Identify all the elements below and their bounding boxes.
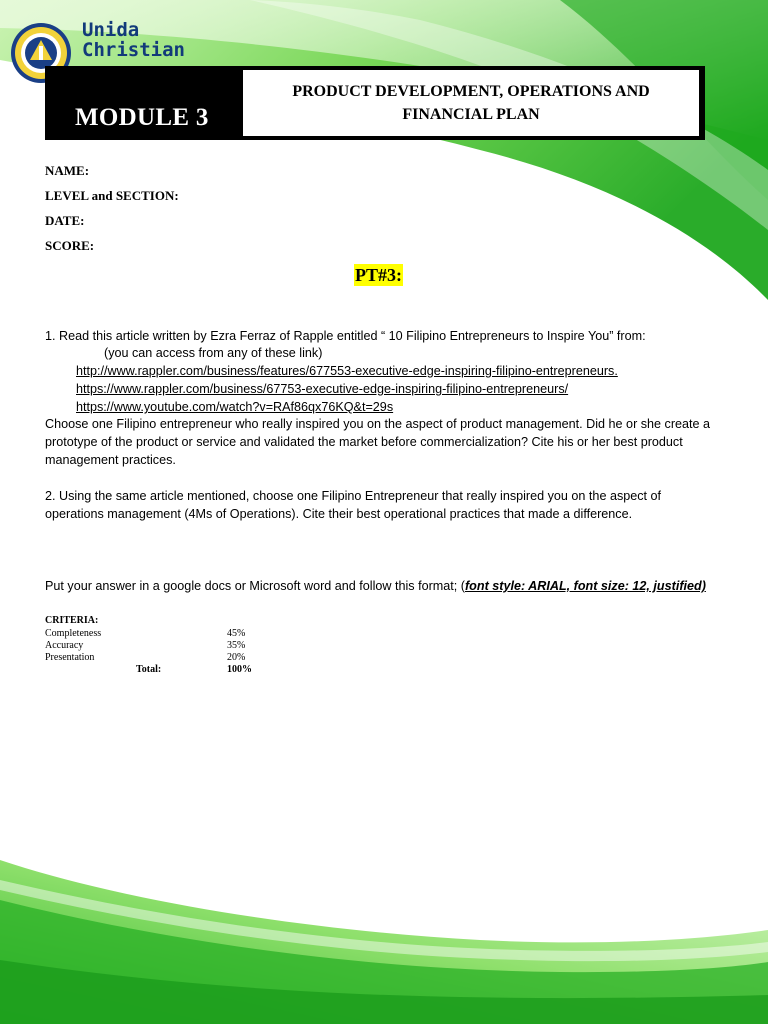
question-2: 2. Using the same article mentioned, choose one Filipino Entrepreneur that really inspired you on the aspect of operations management (4Ms of Operations). Cite their best operational practices that made a difference. [45, 489, 662, 521]
name-field-label: NAME: [45, 163, 90, 178]
criteria-label: Accuracy [45, 640, 84, 651]
module-subtitle: PRODUCT DEVELOPMENT, OPERATIONS AND FINANCIAL PLAN [292, 83, 650, 123]
video-link[interactable]: https://www.youtube.com/watch?v=RAf86qx76KQ&t=29s [76, 400, 394, 414]
score-field-label: SCORE: [45, 238, 95, 253]
article-link-2[interactable]: https://www.rappler.com/business/67753-executive-edge-inspiring-filipino-entrepreneurs/ [76, 382, 569, 396]
school-name-line2: Christian [82, 39, 185, 61]
format-instruction [45, 577, 715, 595]
criteria-total-value: 100% [227, 664, 252, 675]
criteria-total-label: Total: [136, 664, 162, 675]
format-style-note: font style: ARIAL, font size: 12, justified) [464, 579, 706, 593]
date-field-label: DATE: [45, 213, 85, 228]
criteria-label: Presentation [45, 652, 95, 663]
criteria-label: Completeness [45, 628, 102, 639]
school-name-line1: Unida [82, 19, 140, 41]
criteria-value: 20% [227, 652, 246, 663]
module-title: MODULE 3 [75, 104, 209, 131]
question-1: 1. Read this article written by Ezra Ferraz of Rapple entitled “ 10 Filipino Entrepreneurs to Inspire You” from: [45, 329, 646, 343]
question-1-body: Choose one Filipino entrepreneur who really inspired you on the aspect of product management. Did he or she create a prototype of the product or service and validated the market before commercialization? Cite his or her best product management practices. [45, 417, 711, 467]
criteria-value: 45% [227, 628, 246, 639]
module-banner [45, 66, 705, 140]
access-note: (you can access from any of these link) [104, 346, 323, 360]
criteria-value: 35% [227, 640, 246, 651]
format-intro: Put your answer in a google docs or Microsoft word and follow this format; ( [45, 579, 465, 593]
level-section-field-label: LEVEL and SECTION: [45, 188, 179, 203]
criteria-heading: CRITERIA: [45, 615, 99, 626]
pt-label: PT#3: [355, 265, 402, 285]
module-subtitle-box [243, 70, 699, 136]
school-name [82, 20, 185, 60]
article-link-1[interactable]: http://www.rappler.com/business/features/677553-executive-edge-inspiring-filipino-entrepreneurs. [76, 364, 618, 378]
